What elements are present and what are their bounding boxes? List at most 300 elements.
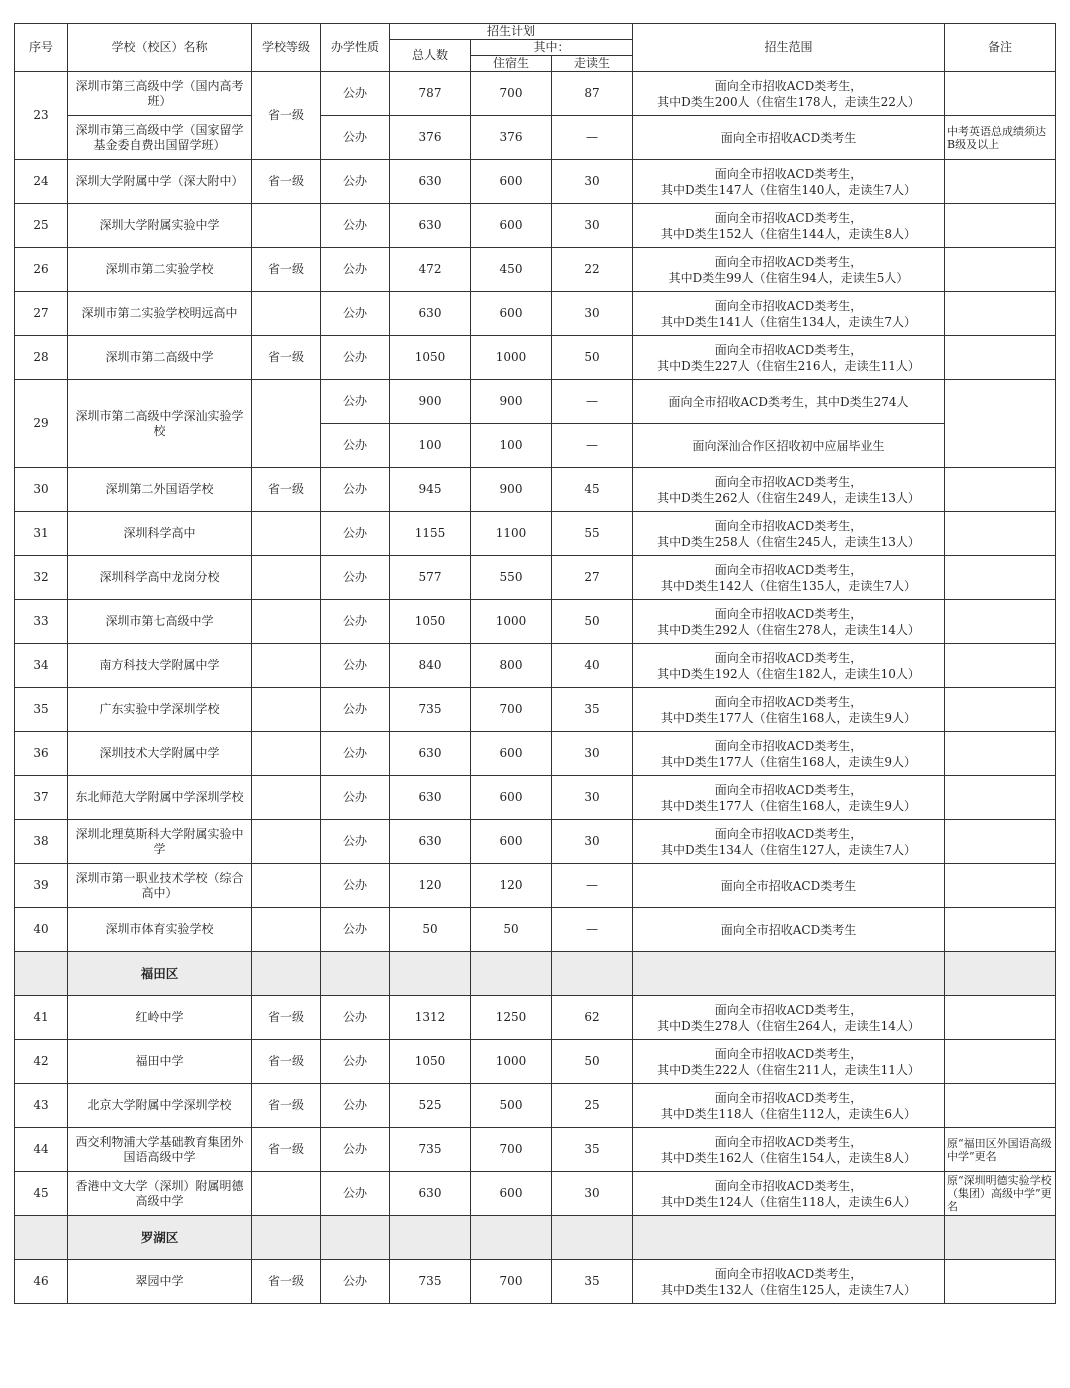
row-no: 31: [15, 512, 68, 556]
district-empty-cell: [15, 1216, 68, 1260]
row-no: 46: [15, 1260, 68, 1304]
boarding-count: 450: [471, 248, 552, 292]
header-boarding: 住宿生: [471, 56, 552, 72]
row-no: 34: [15, 644, 68, 688]
total-count: 376: [390, 116, 471, 160]
boarding-count: 700: [471, 72, 552, 116]
school-nature: 公办: [321, 820, 390, 864]
day-count: 35: [552, 688, 633, 732]
district-empty-cell: [633, 952, 945, 996]
remark: [945, 1040, 1056, 1084]
school-level: [252, 512, 321, 556]
remark: [945, 776, 1056, 820]
district-empty-cell: [471, 952, 552, 996]
total-count: 735: [390, 688, 471, 732]
school-name: 西交利物浦大学基础教育集团外国语高级中学: [68, 1128, 252, 1172]
scope-line: 其中D类生227人（住宿生216人，走读生11人）: [657, 358, 920, 373]
table-row: [15, 644, 1056, 688]
enrollment-scope: [633, 424, 945, 468]
district-empty-cell: [321, 952, 390, 996]
school-nature: 公办: [321, 600, 390, 644]
school-name: 深圳市第三高级中学（国内高考班）: [68, 72, 252, 116]
school-nature: 公办: [321, 908, 390, 952]
school-name: 广东实验中学深圳学校: [68, 688, 252, 732]
school-name: 深圳市第七高级中学: [68, 600, 252, 644]
scope-line: 其中D类生258人（住宿生245人，走读生13人）: [657, 534, 920, 549]
school-level: 省一级: [252, 1084, 321, 1128]
scope-line: 面向全市招收ACD类考生，: [714, 166, 863, 181]
school-level: 省一级: [252, 1040, 321, 1084]
header-day: 走读生: [552, 56, 633, 72]
district-name: 福田区: [68, 952, 252, 996]
total-count: 1050: [390, 1040, 471, 1084]
enrollment-scope: [633, 688, 945, 732]
scope-line: 面向全市招收ACD类考生，: [714, 78, 863, 93]
remark: [945, 204, 1056, 248]
boarding-count: 600: [471, 732, 552, 776]
scope-line: 面向全市招收ACD类考生，其中D类生274人: [668, 394, 909, 409]
table-row: [15, 600, 1056, 644]
school-nature: 公办: [321, 732, 390, 776]
row-no: 32: [15, 556, 68, 600]
school-nature: 公办: [321, 380, 390, 424]
school-name: 翠园中学: [68, 1260, 252, 1304]
school-nature: 公办: [321, 644, 390, 688]
school-name: 深圳大学附属实验中学: [68, 204, 252, 248]
remark: 原“深圳明德实验学校（集团）高级中学”更名: [945, 1172, 1056, 1216]
scope-line: 面向全市招收ACD类考生: [720, 922, 857, 937]
table-row: [15, 732, 1056, 776]
school-level: [252, 864, 321, 908]
school-nature: 公办: [321, 1260, 390, 1304]
school-nature: 公办: [321, 204, 390, 248]
school-level: 省一级: [252, 72, 321, 160]
remark: [945, 864, 1056, 908]
remark: [945, 512, 1056, 556]
day-count: —: [552, 864, 633, 908]
school-level: [252, 732, 321, 776]
scope-line: 面向全市招收ACD类考生，: [714, 1090, 863, 1105]
enrollment-scope: [633, 732, 945, 776]
district-row: [15, 1216, 1056, 1260]
school-level: 省一级: [252, 1128, 321, 1172]
enrollment-scope: [633, 380, 945, 424]
school-name: 北京大学附属中学深圳学校: [68, 1084, 252, 1128]
total-count: 630: [390, 1172, 471, 1216]
boarding-count: 1000: [471, 600, 552, 644]
total-count: 577: [390, 556, 471, 600]
remark: [945, 292, 1056, 336]
day-count: 50: [552, 1040, 633, 1084]
boarding-count: 700: [471, 1260, 552, 1304]
table-row: [15, 72, 1056, 116]
table-row: [15, 204, 1056, 248]
day-count: 30: [552, 292, 633, 336]
school-nature: 公办: [321, 424, 390, 468]
school-name: 深圳北理莫斯科大学附属实验中学: [68, 820, 252, 864]
total-count: 900: [390, 380, 471, 424]
school-nature: 公办: [321, 336, 390, 380]
table-row: [15, 512, 1056, 556]
school-name: 深圳市体育实验学校: [68, 908, 252, 952]
day-count: 55: [552, 512, 633, 556]
school-nature: 公办: [321, 1084, 390, 1128]
remark: [945, 1084, 1056, 1128]
remark: [945, 1260, 1056, 1304]
boarding-count: 1000: [471, 336, 552, 380]
enrollment-scope: [633, 1040, 945, 1084]
header-of-which: 其中：: [471, 40, 633, 56]
row-no: 42: [15, 1040, 68, 1084]
scope-line: 其中D类生142人（住宿生135人，走读生7人）: [660, 578, 917, 593]
day-count: —: [552, 380, 633, 424]
school-name: 香港中文大学（深圳）附属明德高级中学: [68, 1172, 252, 1216]
table-body: [15, 72, 1056, 1304]
boarding-count: 1100: [471, 512, 552, 556]
enrollment-scope: [633, 116, 945, 160]
enrollment-scope: [633, 996, 945, 1040]
school-level: 省一级: [252, 160, 321, 204]
row-no: 40: [15, 908, 68, 952]
scope-line: 其中D类生177人（住宿生168人，走读生9人）: [660, 754, 917, 769]
table-row: [15, 864, 1056, 908]
district-empty-cell: [252, 1216, 321, 1260]
total-count: 525: [390, 1084, 471, 1128]
day-count: 22: [552, 248, 633, 292]
header-scope: 招生范围: [633, 24, 945, 72]
day-count: —: [552, 424, 633, 468]
district-row: [15, 952, 1056, 996]
school-level: [252, 820, 321, 864]
row-no: 38: [15, 820, 68, 864]
scope-line: 其中D类生262人（住宿生249人，走读生13人）: [657, 490, 920, 505]
enrollment-scope: [633, 556, 945, 600]
school-nature: 公办: [321, 116, 390, 160]
row-no: 23: [15, 72, 68, 160]
school-nature: 公办: [321, 556, 390, 600]
remark: [945, 600, 1056, 644]
total-count: 100: [390, 424, 471, 468]
scope-line: 面向全市招收ACD类考生，: [714, 210, 863, 225]
school-nature: 公办: [321, 1128, 390, 1172]
day-count: 87: [552, 72, 633, 116]
boarding-count: 1250: [471, 996, 552, 1040]
day-count: 30: [552, 160, 633, 204]
district-empty-cell: [552, 952, 633, 996]
scope-line: 面向全市招收ACD类考生，: [714, 1178, 863, 1193]
enrollment-scope: [633, 1084, 945, 1128]
remark: 中考英语总成绩须达B级及以上: [945, 116, 1056, 160]
school-level: [252, 1172, 321, 1216]
school-level: [252, 600, 321, 644]
table-row: [15, 820, 1056, 864]
school-name: 福田中学: [68, 1040, 252, 1084]
district-empty-cell: [390, 1216, 471, 1260]
remark: [945, 732, 1056, 776]
total-count: 630: [390, 820, 471, 864]
school-level: 省一级: [252, 336, 321, 380]
school-nature: 公办: [321, 1172, 390, 1216]
district-empty-cell: [252, 952, 321, 996]
remark: [945, 820, 1056, 864]
total-count: 1050: [390, 600, 471, 644]
enrollment-scope: [633, 248, 945, 292]
boarding-count: 600: [471, 204, 552, 248]
boarding-count: 600: [471, 820, 552, 864]
school-level: 省一级: [252, 996, 321, 1040]
school-name: 深圳第二外国语学校: [68, 468, 252, 512]
school-level: [252, 776, 321, 820]
boarding-count: 100: [471, 424, 552, 468]
enrollment-scope: [633, 776, 945, 820]
table-row: [15, 556, 1056, 600]
row-no: 28: [15, 336, 68, 380]
boarding-count: 1000: [471, 1040, 552, 1084]
scope-line: 其中D类生147人（住宿生140人，走读生7人）: [660, 182, 917, 197]
school-name: 深圳市第二实验学校: [68, 248, 252, 292]
enrollment-scope: [633, 1260, 945, 1304]
boarding-count: 500: [471, 1084, 552, 1128]
table-row: [15, 116, 1056, 160]
school-name: 深圳技术大学附属中学: [68, 732, 252, 776]
school-nature: 公办: [321, 864, 390, 908]
day-count: 40: [552, 644, 633, 688]
school-level: [252, 556, 321, 600]
header-plan: 招生计划: [390, 24, 633, 40]
remark: [945, 72, 1056, 116]
school-level: 省一级: [252, 1260, 321, 1304]
header-level: 学校等级: [252, 24, 321, 72]
total-count: 1050: [390, 336, 471, 380]
school-name: 深圳科学高中: [68, 512, 252, 556]
boarding-count: 900: [471, 468, 552, 512]
scope-line: 其中D类生118人（住宿生112人，走读生6人）: [660, 1106, 917, 1121]
scope-line: 面向全市招收ACD类考生，: [714, 650, 863, 665]
scope-line: 面向全市招收ACD类考生，: [714, 298, 863, 313]
enrollment-scope: [633, 1172, 945, 1216]
total-count: 787: [390, 72, 471, 116]
total-count: 1312: [390, 996, 471, 1040]
scope-line: 其中D类生99人（住宿生94人，走读生5人）: [668, 270, 909, 285]
enrollment-scope: [633, 644, 945, 688]
scope-line: 面向全市招收ACD类考生，: [714, 1002, 863, 1017]
scope-line: 面向全市招收ACD类考生，: [714, 518, 863, 533]
row-no: 37: [15, 776, 68, 820]
day-count: 30: [552, 1172, 633, 1216]
remark: [945, 644, 1056, 688]
table-row: [15, 468, 1056, 512]
school-level: [252, 380, 321, 468]
school-nature: 公办: [321, 160, 390, 204]
scope-line: 面向全市招收ACD类考生，: [714, 826, 863, 841]
row-no: 24: [15, 160, 68, 204]
table-row: [15, 776, 1056, 820]
day-count: 25: [552, 1084, 633, 1128]
school-level: [252, 204, 321, 248]
school-nature: 公办: [321, 72, 390, 116]
enrollment-scope: [633, 292, 945, 336]
remark: 原“福田区外国语高级中学”更名: [945, 1128, 1056, 1172]
boarding-count: 50: [471, 908, 552, 952]
boarding-count: 376: [471, 116, 552, 160]
day-count: 30: [552, 732, 633, 776]
scope-line: 其中D类生162人（住宿生154人，走读生8人）: [660, 1150, 917, 1165]
district-empty-cell: [321, 1216, 390, 1260]
school-level: [252, 644, 321, 688]
scope-line: 其中D类生222人（住宿生211人，走读生11人）: [657, 1062, 920, 1077]
row-no: 43: [15, 1084, 68, 1128]
school-name: 南方科技大学附属中学: [68, 644, 252, 688]
header-nature: 办学性质: [321, 24, 390, 72]
school-nature: 公办: [321, 996, 390, 1040]
boarding-count: 800: [471, 644, 552, 688]
district-name: 罗湖区: [68, 1216, 252, 1260]
row-no: 39: [15, 864, 68, 908]
remark: [945, 688, 1056, 732]
enrollment-scope: [633, 908, 945, 952]
total-count: 50: [390, 908, 471, 952]
day-count: 50: [552, 600, 633, 644]
enrollment-scope: [633, 864, 945, 908]
scope-line: 面向全市招收ACD类考生: [720, 130, 857, 145]
scope-line: 其中D类生132人（住宿生125人，走读生7人）: [660, 1282, 917, 1297]
scope-line: 面向全市招收ACD类考生，: [714, 1134, 863, 1149]
boarding-count: 600: [471, 292, 552, 336]
scope-line: 其中D类生152人（住宿生144人，走读生8人）: [660, 226, 917, 241]
day-count: 27: [552, 556, 633, 600]
day-count: 30: [552, 776, 633, 820]
row-no: 44: [15, 1128, 68, 1172]
scope-line: 面向全市招收ACD类考生，: [714, 254, 863, 269]
row-no: 29: [15, 380, 68, 468]
day-count: 30: [552, 820, 633, 864]
day-count: —: [552, 116, 633, 160]
scope-line: 其中D类生200人（住宿生178人，走读生22人）: [657, 94, 920, 109]
school-name: 深圳市第二高级中学深汕实验学校: [68, 380, 252, 468]
boarding-count: 600: [471, 1172, 552, 1216]
school-nature: 公办: [321, 688, 390, 732]
district-empty-cell: [945, 1216, 1056, 1260]
day-count: 50: [552, 336, 633, 380]
boarding-count: 600: [471, 776, 552, 820]
remark: [945, 336, 1056, 380]
school-level: 省一级: [252, 468, 321, 512]
total-count: 630: [390, 732, 471, 776]
enrollment-scope: [633, 204, 945, 248]
school-nature: 公办: [321, 248, 390, 292]
enrollment-scope: [633, 160, 945, 204]
district-empty-cell: [633, 1216, 945, 1260]
boarding-count: 900: [471, 380, 552, 424]
district-empty-cell: [945, 952, 1056, 996]
header-total: 总人数: [390, 40, 471, 72]
row-no: 45: [15, 1172, 68, 1216]
total-count: 1155: [390, 512, 471, 556]
header-note: 备注: [945, 24, 1056, 72]
school-name: 深圳大学附属中学（深大附中）: [68, 160, 252, 204]
total-count: 472: [390, 248, 471, 292]
school-name: 深圳市第二实验学校明远高中: [68, 292, 252, 336]
table-row: [15, 1084, 1056, 1128]
enrollment-scope: [633, 1128, 945, 1172]
school-level: [252, 908, 321, 952]
row-no: 41: [15, 996, 68, 1040]
boarding-count: 700: [471, 688, 552, 732]
row-no: 26: [15, 248, 68, 292]
school-name: 东北师范大学附属中学深圳学校: [68, 776, 252, 820]
scope-line: 面向全市招收ACD类考生，: [714, 738, 863, 753]
total-count: 735: [390, 1128, 471, 1172]
school-name: 深圳科学高中龙岗分校: [68, 556, 252, 600]
enrollment-plan-table: [14, 23, 1056, 1304]
remark: [945, 908, 1056, 952]
school-nature: 公办: [321, 776, 390, 820]
school-name: 红岭中学: [68, 996, 252, 1040]
scope-line: 面向全市招收ACD类考生，: [714, 694, 863, 709]
row-no: 33: [15, 600, 68, 644]
scope-line: 其中D类生177人（住宿生168人，走读生9人）: [660, 710, 917, 725]
table-row: [15, 1260, 1056, 1304]
school-name: 深圳市第一职业技术学校（综合高中）: [68, 864, 252, 908]
day-count: 30: [552, 204, 633, 248]
school-level: [252, 292, 321, 336]
table-row: [15, 336, 1056, 380]
scope-line: 面向全市招收ACD类考生，: [714, 474, 863, 489]
scope-line: 面向全市招收ACD类考生: [720, 878, 857, 893]
total-count: 735: [390, 1260, 471, 1304]
school-name: 深圳市第三高级中学（国家留学基金委自费出国留学班）: [68, 116, 252, 160]
scope-line: 其中D类生292人（住宿生278人，走读生14人）: [657, 622, 920, 637]
boarding-count: 700: [471, 1128, 552, 1172]
scope-line: 其中D类生134人（住宿生127人，走读生7人）: [660, 842, 917, 857]
enrollment-scope: [633, 468, 945, 512]
table-row: [15, 248, 1056, 292]
header-school: 学校（校区）名称: [68, 24, 252, 72]
day-count: —: [552, 908, 633, 952]
day-count: 35: [552, 1128, 633, 1172]
enrollment-scope: [633, 600, 945, 644]
row-no: 36: [15, 732, 68, 776]
day-count: 62: [552, 996, 633, 1040]
header-no: 序号: [15, 24, 68, 72]
scope-line: 其中D类生278人（住宿生264人，走读生14人）: [657, 1018, 920, 1033]
scope-line: 面向全市招收ACD类考生，: [714, 782, 863, 797]
enrollment-scope: [633, 512, 945, 556]
table-row: [15, 688, 1056, 732]
row-no: 25: [15, 204, 68, 248]
total-count: 630: [390, 160, 471, 204]
school-nature: 公办: [321, 512, 390, 556]
total-count: 630: [390, 776, 471, 820]
total-count: 630: [390, 292, 471, 336]
remark: [945, 556, 1056, 600]
row-no: 27: [15, 292, 68, 336]
enrollment-scope: [633, 336, 945, 380]
day-count: 35: [552, 1260, 633, 1304]
remark: [945, 380, 1056, 468]
boarding-count: 600: [471, 160, 552, 204]
remark: [945, 248, 1056, 292]
total-count: 120: [390, 864, 471, 908]
school-name: 深圳市第二高级中学: [68, 336, 252, 380]
scope-line: 其中D类生177人（住宿生168人，走读生9人）: [660, 798, 917, 813]
row-no: 30: [15, 468, 68, 512]
row-no: 35: [15, 688, 68, 732]
table-row: [15, 996, 1056, 1040]
scope-line: 面向全市招收ACD类考生，: [714, 1266, 863, 1281]
boarding-count: 550: [471, 556, 552, 600]
table-row: [15, 1040, 1056, 1084]
